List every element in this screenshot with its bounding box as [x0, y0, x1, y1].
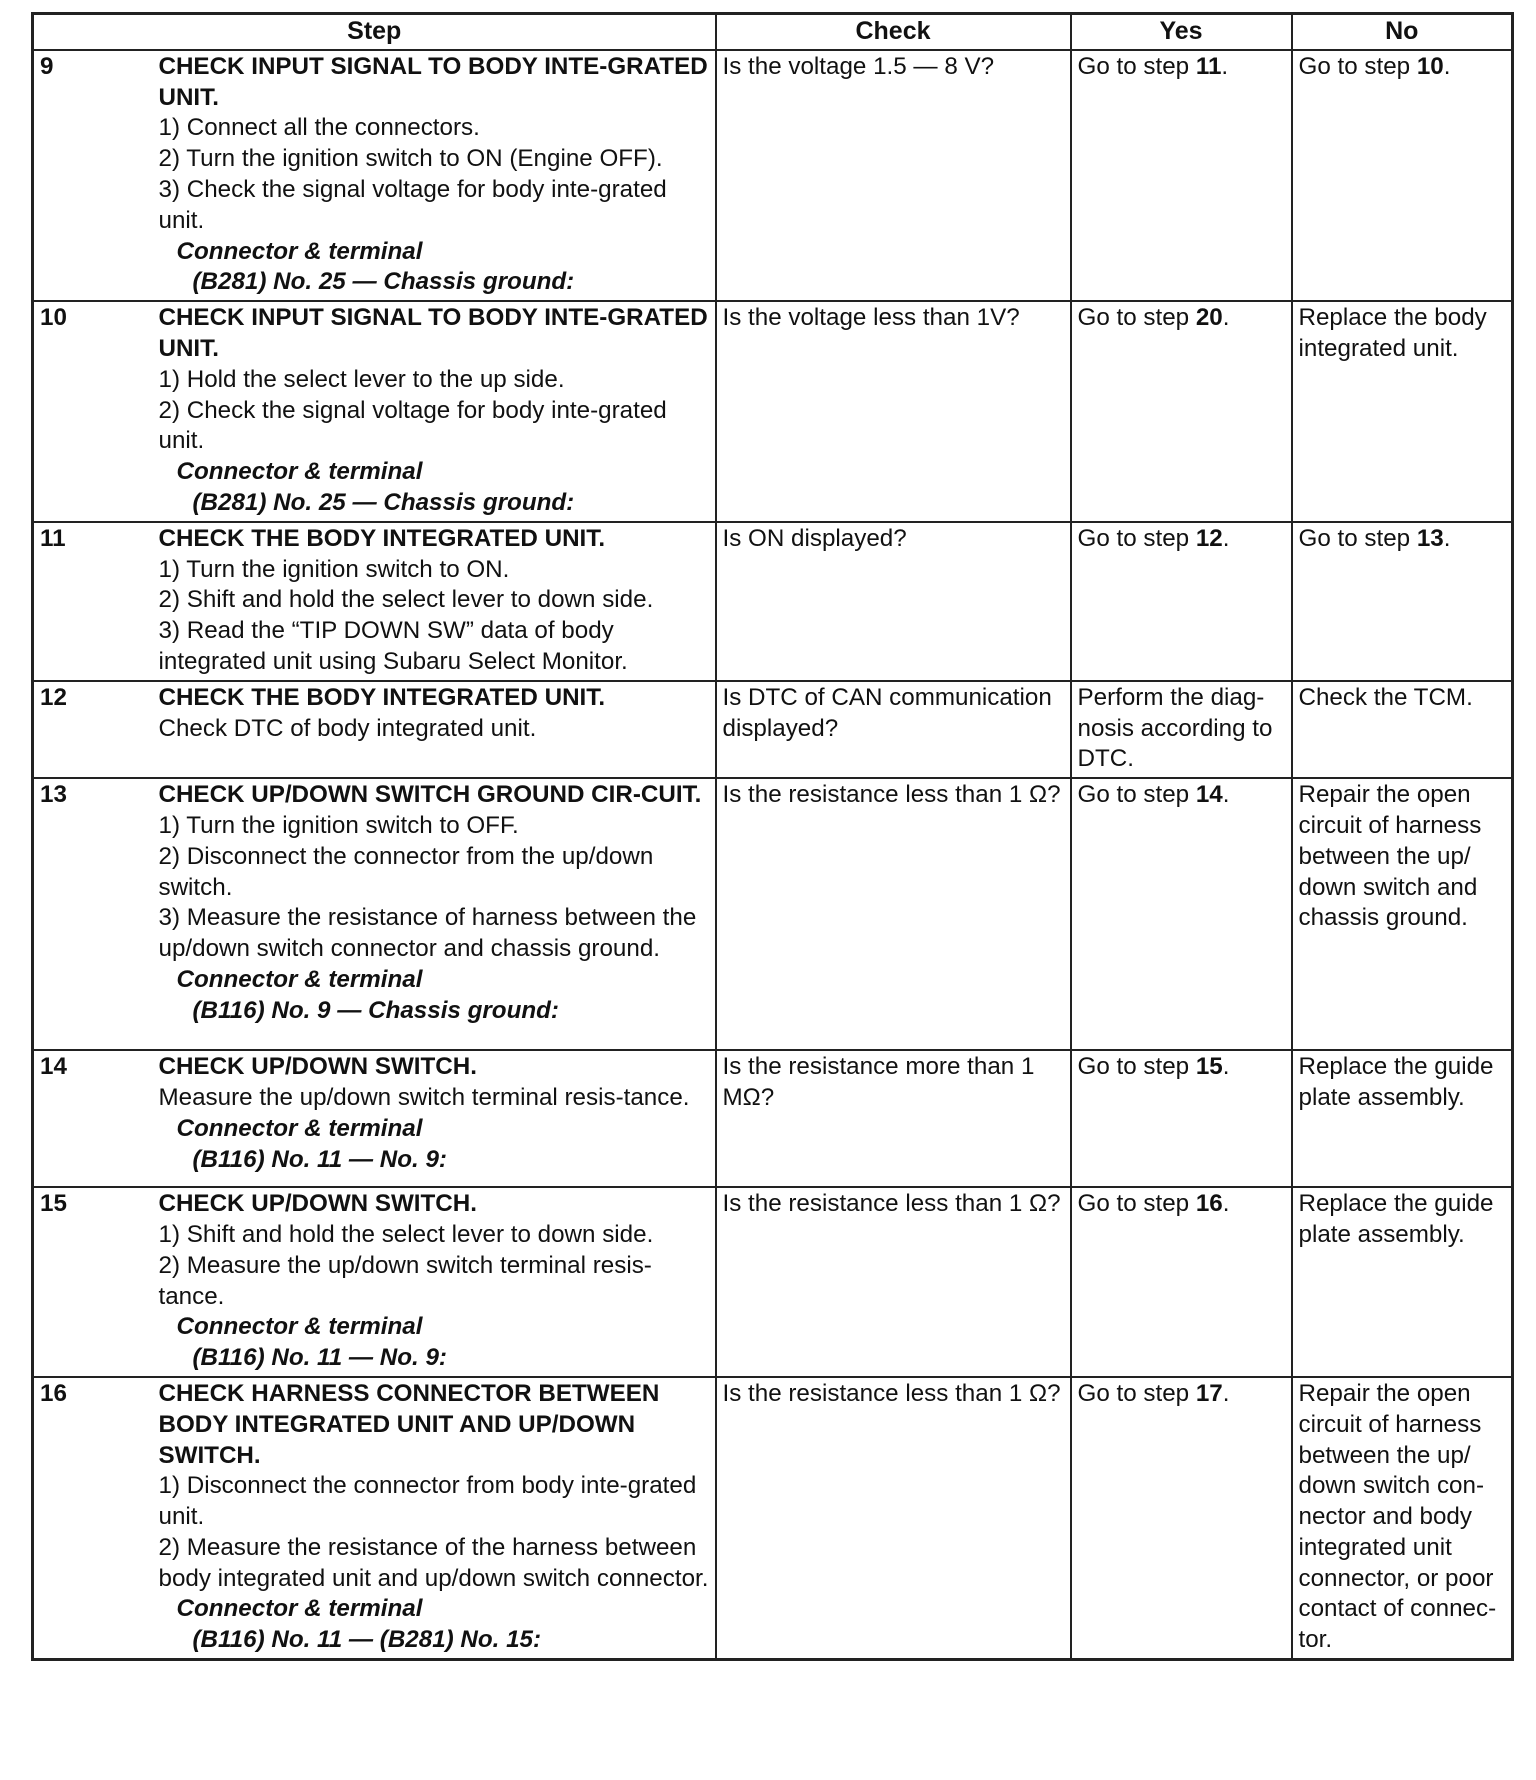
- check-question: Is the resistance less than 1 Ω?: [716, 1187, 1071, 1377]
- yes-step-number: 12: [1195, 524, 1223, 552]
- step-title: CHECK UP/DOWN SWITCH GROUND CIR-CUIT.: [158, 781, 702, 809]
- connector-label: Connector & terminal: [176, 1114, 423, 1142]
- table-row: [33, 50, 1513, 301]
- step-description: [153, 50, 716, 301]
- connector-label: Connector & terminal: [176, 965, 423, 993]
- yes-step-number: 16: [1195, 1190, 1223, 1218]
- step-title: CHECK THE BODY INTEGRATED UNIT.: [158, 524, 606, 552]
- go-to-step-label: Go to step: [1298, 52, 1411, 80]
- check-question: Is the resistance more than 1 MΩ?: [716, 1050, 1071, 1187]
- yes-step-number: 15: [1195, 1053, 1223, 1081]
- step-description: [153, 301, 716, 522]
- step-description: [153, 681, 716, 778]
- no-action: [1292, 301, 1513, 522]
- step-number: 12: [33, 681, 153, 778]
- step-number: 16: [33, 1377, 153, 1660]
- yes-action: Go to step 20.: [1071, 301, 1292, 522]
- step-instruction: 2) Check the signal voltage for body inte-grated unit.: [158, 396, 667, 455]
- yes-action: Go to step 11.: [1071, 50, 1292, 301]
- connector-terminal-value: (B116) No. 9 — Chassis ground:: [192, 996, 559, 1024]
- yes-action: Go to step 15.: [1071, 1050, 1292, 1187]
- check-question: Is the resistance less than 1 Ω?: [716, 1377, 1071, 1660]
- step-instruction: 3) Measure the resistance of harness between the up/down switch connector and chassis ground.: [158, 904, 697, 963]
- yes-action: Go to step 14.: [1071, 778, 1292, 1050]
- header-step: Step: [33, 14, 716, 50]
- go-to-step-label: Go to step: [1077, 52, 1190, 80]
- no-action: Go to step 10.: [1292, 50, 1513, 301]
- no-action: [1292, 778, 1513, 1050]
- step-number: 14: [33, 1050, 153, 1187]
- yes-step-number: 20: [1195, 304, 1223, 332]
- no-text: Check the TCM.: [1298, 683, 1473, 711]
- step-title: CHECK HARNESS CONNECTOR BETWEEN BODY INTEGRATED UNIT AND UP/DOWN SWITCH.: [158, 1379, 660, 1469]
- no-action: [1292, 1187, 1513, 1377]
- check-question: Is DTC of CAN communication displayed?: [716, 681, 1071, 778]
- go-to-step-label: Go to step: [1077, 1379, 1190, 1407]
- step-number: 13: [33, 778, 153, 1050]
- table-row: [33, 1377, 1513, 1660]
- step-number: 10: [33, 301, 153, 522]
- connector-terminal-value: (B281) No. 25 — Chassis ground:: [192, 268, 575, 296]
- step-instruction: 2) Measure the up/down switch terminal resis-tance.: [158, 1251, 652, 1310]
- connector-label: Connector & terminal: [176, 1595, 423, 1623]
- step-instruction: 1) Turn the ignition switch to OFF.: [158, 811, 519, 839]
- step-number: 9: [33, 50, 153, 301]
- go-to-step-label: Go to step: [1077, 304, 1190, 332]
- connector-terminal-value: (B116) No. 11 — (B281) No. 15:: [192, 1626, 542, 1654]
- go-to-step-label: Go to step: [1077, 1053, 1190, 1081]
- step-instruction: 1) Shift and hold the select lever to down side.: [158, 1220, 654, 1248]
- header-check: Check: [716, 14, 1071, 50]
- connector-terminal-value: (B116) No. 11 — No. 9:: [192, 1145, 447, 1173]
- diagnostic-table: [31, 12, 1514, 1661]
- table-row: [33, 681, 1513, 778]
- connector-terminal-value: (B281) No. 25 — Chassis ground:: [192, 488, 575, 516]
- table-row: [33, 301, 1513, 522]
- no-step-number: 13: [1416, 524, 1444, 552]
- no-text: Replace the guide plate assembly.: [1298, 1053, 1494, 1111]
- yes-action: [1071, 681, 1292, 778]
- step-instruction: 3) Check the signal voltage for body inte-grated unit.: [158, 175, 667, 234]
- check-question: Is the voltage less than 1V?: [716, 301, 1071, 522]
- step-description: [153, 1050, 716, 1187]
- connector-label: Connector & terminal: [176, 458, 423, 486]
- go-to-step-label: Go to step: [1077, 524, 1190, 552]
- step-instruction: Measure the up/down switch terminal resis-tance.: [158, 1083, 690, 1111]
- step-title: CHECK INPUT SIGNAL TO BODY INTE-GRATED UNIT.: [158, 52, 708, 111]
- header-yes: Yes: [1071, 14, 1292, 50]
- connector-label: Connector & terminal: [176, 237, 423, 265]
- table-row: [33, 522, 1513, 681]
- header-no: No: [1292, 14, 1513, 50]
- no-text: Replace the guide plate assembly.: [1298, 1190, 1494, 1248]
- go-to-step-label: Go to step: [1077, 781, 1190, 809]
- step-instruction: 2) Disconnect the connector from the up/down switch.: [158, 842, 654, 901]
- no-action: [1292, 681, 1513, 778]
- no-action: [1292, 1377, 1513, 1660]
- step-instruction: 2) Shift and hold the select lever to down side.: [158, 586, 654, 614]
- go-to-step-label: Go to step: [1077, 1190, 1190, 1218]
- table-row: [33, 778, 1513, 1050]
- step-description: [153, 778, 716, 1050]
- step-instruction: 2) Turn the ignition switch to ON (Engine OFF).: [158, 145, 663, 173]
- yes-action: Go to step 12.: [1071, 522, 1292, 681]
- no-text: Replace the body integrated unit.: [1298, 304, 1487, 362]
- step-title: CHECK INPUT SIGNAL TO BODY INTE-GRATED UNIT.: [158, 304, 708, 362]
- yes-step-number: 11: [1195, 52, 1222, 80]
- yes-step-number: 14: [1195, 781, 1223, 809]
- step-instruction: 3) Read the “TIP DOWN SW” data of body integrated unit using Subaru Select Monitor.: [158, 617, 628, 675]
- step-title: CHECK THE BODY INTEGRATED UNIT.: [158, 683, 606, 711]
- step-instruction: 1) Turn the ignition switch to ON.: [158, 555, 510, 583]
- connector-terminal-value: (B116) No. 11 — No. 9:: [192, 1344, 447, 1372]
- no-text: Repair the open circuit of harness between the up/ down switch con-nector and body integrated unit connector, or poor contact of connec-tor.: [1298, 1379, 1497, 1654]
- step-description: [153, 1187, 716, 1377]
- check-question: Is the resistance less than 1 Ω?: [716, 778, 1071, 1050]
- header-row: [33, 14, 1513, 50]
- step-instruction: 1) Hold the select lever to the up side.: [158, 365, 565, 393]
- yes-action: Go to step 16.: [1071, 1187, 1292, 1377]
- step-description: [153, 522, 716, 681]
- step-number: 15: [33, 1187, 153, 1377]
- step-title: CHECK UP/DOWN SWITCH.: [158, 1190, 477, 1218]
- no-step-number: 10: [1416, 52, 1444, 80]
- yes-action: Go to step 17.: [1071, 1377, 1292, 1660]
- no-action: [1292, 1050, 1513, 1187]
- step-instruction: 1) Disconnect the connector from body inte-grated unit.: [158, 1472, 697, 1531]
- connector-label: Connector & terminal: [176, 1313, 423, 1341]
- step-instruction: Check DTC of body integrated unit.: [158, 714, 537, 742]
- check-question: Is the voltage 1.5 — 8 V?: [716, 50, 1071, 301]
- table-row: [33, 1050, 1513, 1187]
- step-instruction: 2) Measure the resistance of the harness between body integrated unit and up/down switch connector.: [158, 1533, 709, 1592]
- step-description: [153, 1377, 716, 1660]
- go-to-step-label: Go to step: [1298, 524, 1411, 552]
- step-instruction: 1) Connect all the connectors.: [158, 114, 480, 142]
- no-text: Repair the open circuit of harness between the up/ down switch and chassis ground.: [1298, 781, 1482, 932]
- yes-text: Perform the diag-nosis according to DTC.: [1077, 683, 1273, 773]
- check-question: Is ON displayed?: [716, 522, 1071, 681]
- no-action: Go to step 13.: [1292, 522, 1513, 681]
- yes-step-number: 17: [1195, 1379, 1223, 1407]
- table-row: [33, 1187, 1513, 1377]
- step-number: 11: [33, 522, 153, 681]
- step-title: CHECK UP/DOWN SWITCH.: [158, 1053, 477, 1081]
